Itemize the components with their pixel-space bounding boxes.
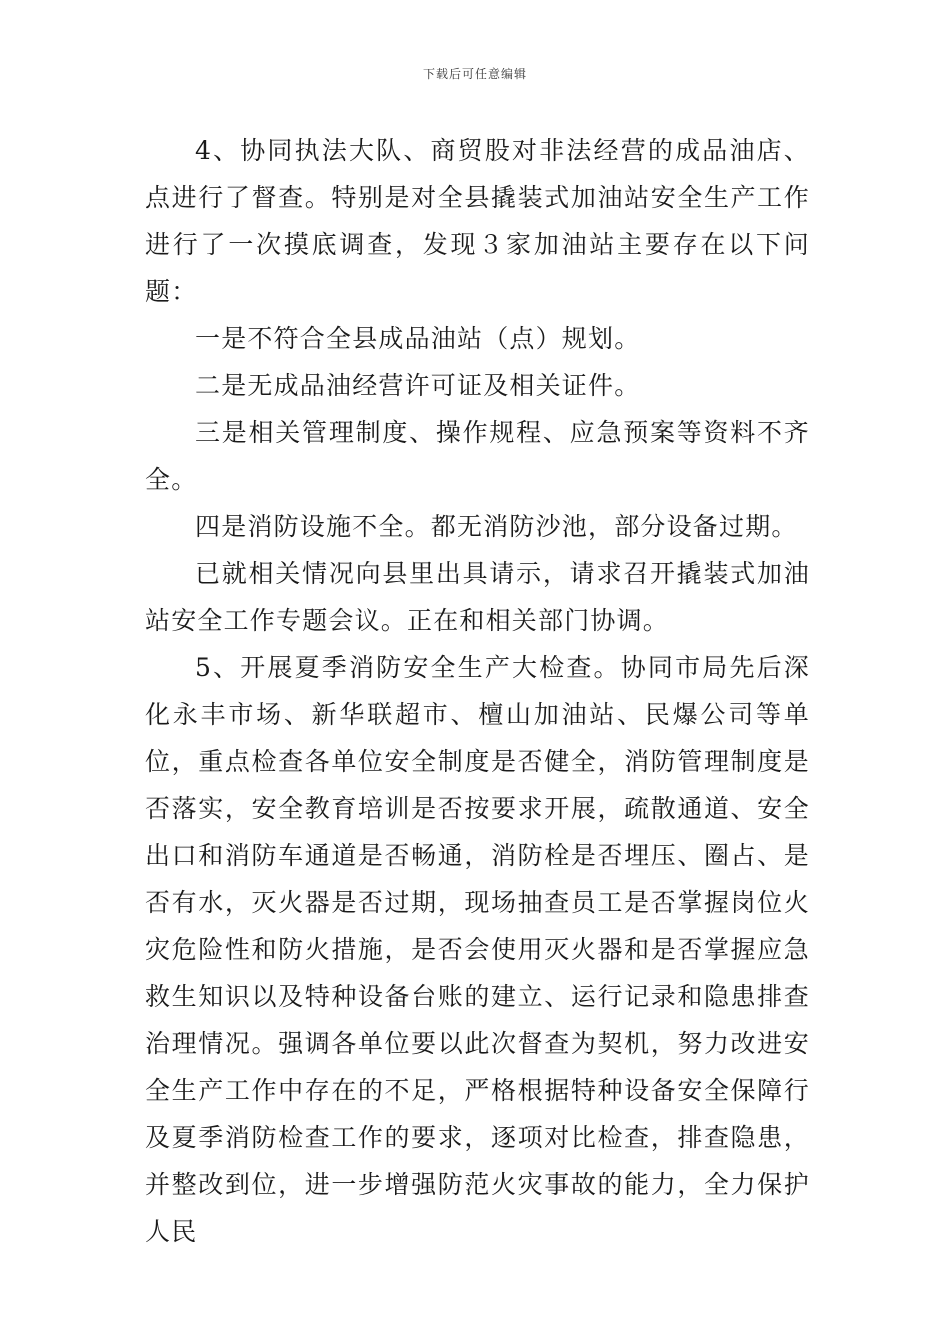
page-header-note: 下载后可任意编辑 (422, 67, 527, 81)
paragraph-followup: 已就相关情况向县里出具请示，请求召开撬装式加油站安全工作专题会议。正在和相关部门协调。 (145, 559, 810, 635)
paragraph-issue-1: 一是不符合全县成品油站（点）规划。 (195, 324, 641, 353)
paragraph-issue-4: 四是消防设施不全。都无消防沙池，部分设备过期。 (195, 512, 798, 541)
paragraph-item-5: 5、开展夏季消防安全生产大检查。协同市局先后深化永丰市场、新华联超市、檀山加油站、民爆公司等单位，重点检查各单位安全制度是否健全，消防管理制度是否落实，安全教育培训是否按要求开展，疏散通道、安全出口和消防车通道是否畅通，消防栓是否埋压、圈占、是否有水，灭火器是否过期，现场抽查员工是否掌握岗位火灾危险性和防火措施，是否会使用灭火器和是否掌握应急救生知识以及特种设备台账的建立、运行记录和隐患排查治理情况。强调各单位要以此次督查为契机，努力改进安全生产工作中存在的不足，严格根据特种设备安全保障行及夏季消防检查工作的要求，逐项对比检查，排查隐患，并整改到位，进一步增强防范火灾事故的能力，全力保护人民 (145, 653, 810, 1246)
paragraph-item-4: 4、协同执法大队、商贸股对非法经营的成品油店、点进行了督查。特别是对全县撬装式加油站安全生产工作进行了一次摸底调查，发现３家加油站主要存在以下问题： (145, 136, 810, 306)
paragraph-issue-3: 三是相关管理制度、操作规程、应急预案等资料不齐全。 (145, 418, 810, 494)
document-body (145, 127, 810, 1255)
paragraph-issue-2: 二是无成品油经营许可证及相关证件。 (195, 371, 641, 400)
